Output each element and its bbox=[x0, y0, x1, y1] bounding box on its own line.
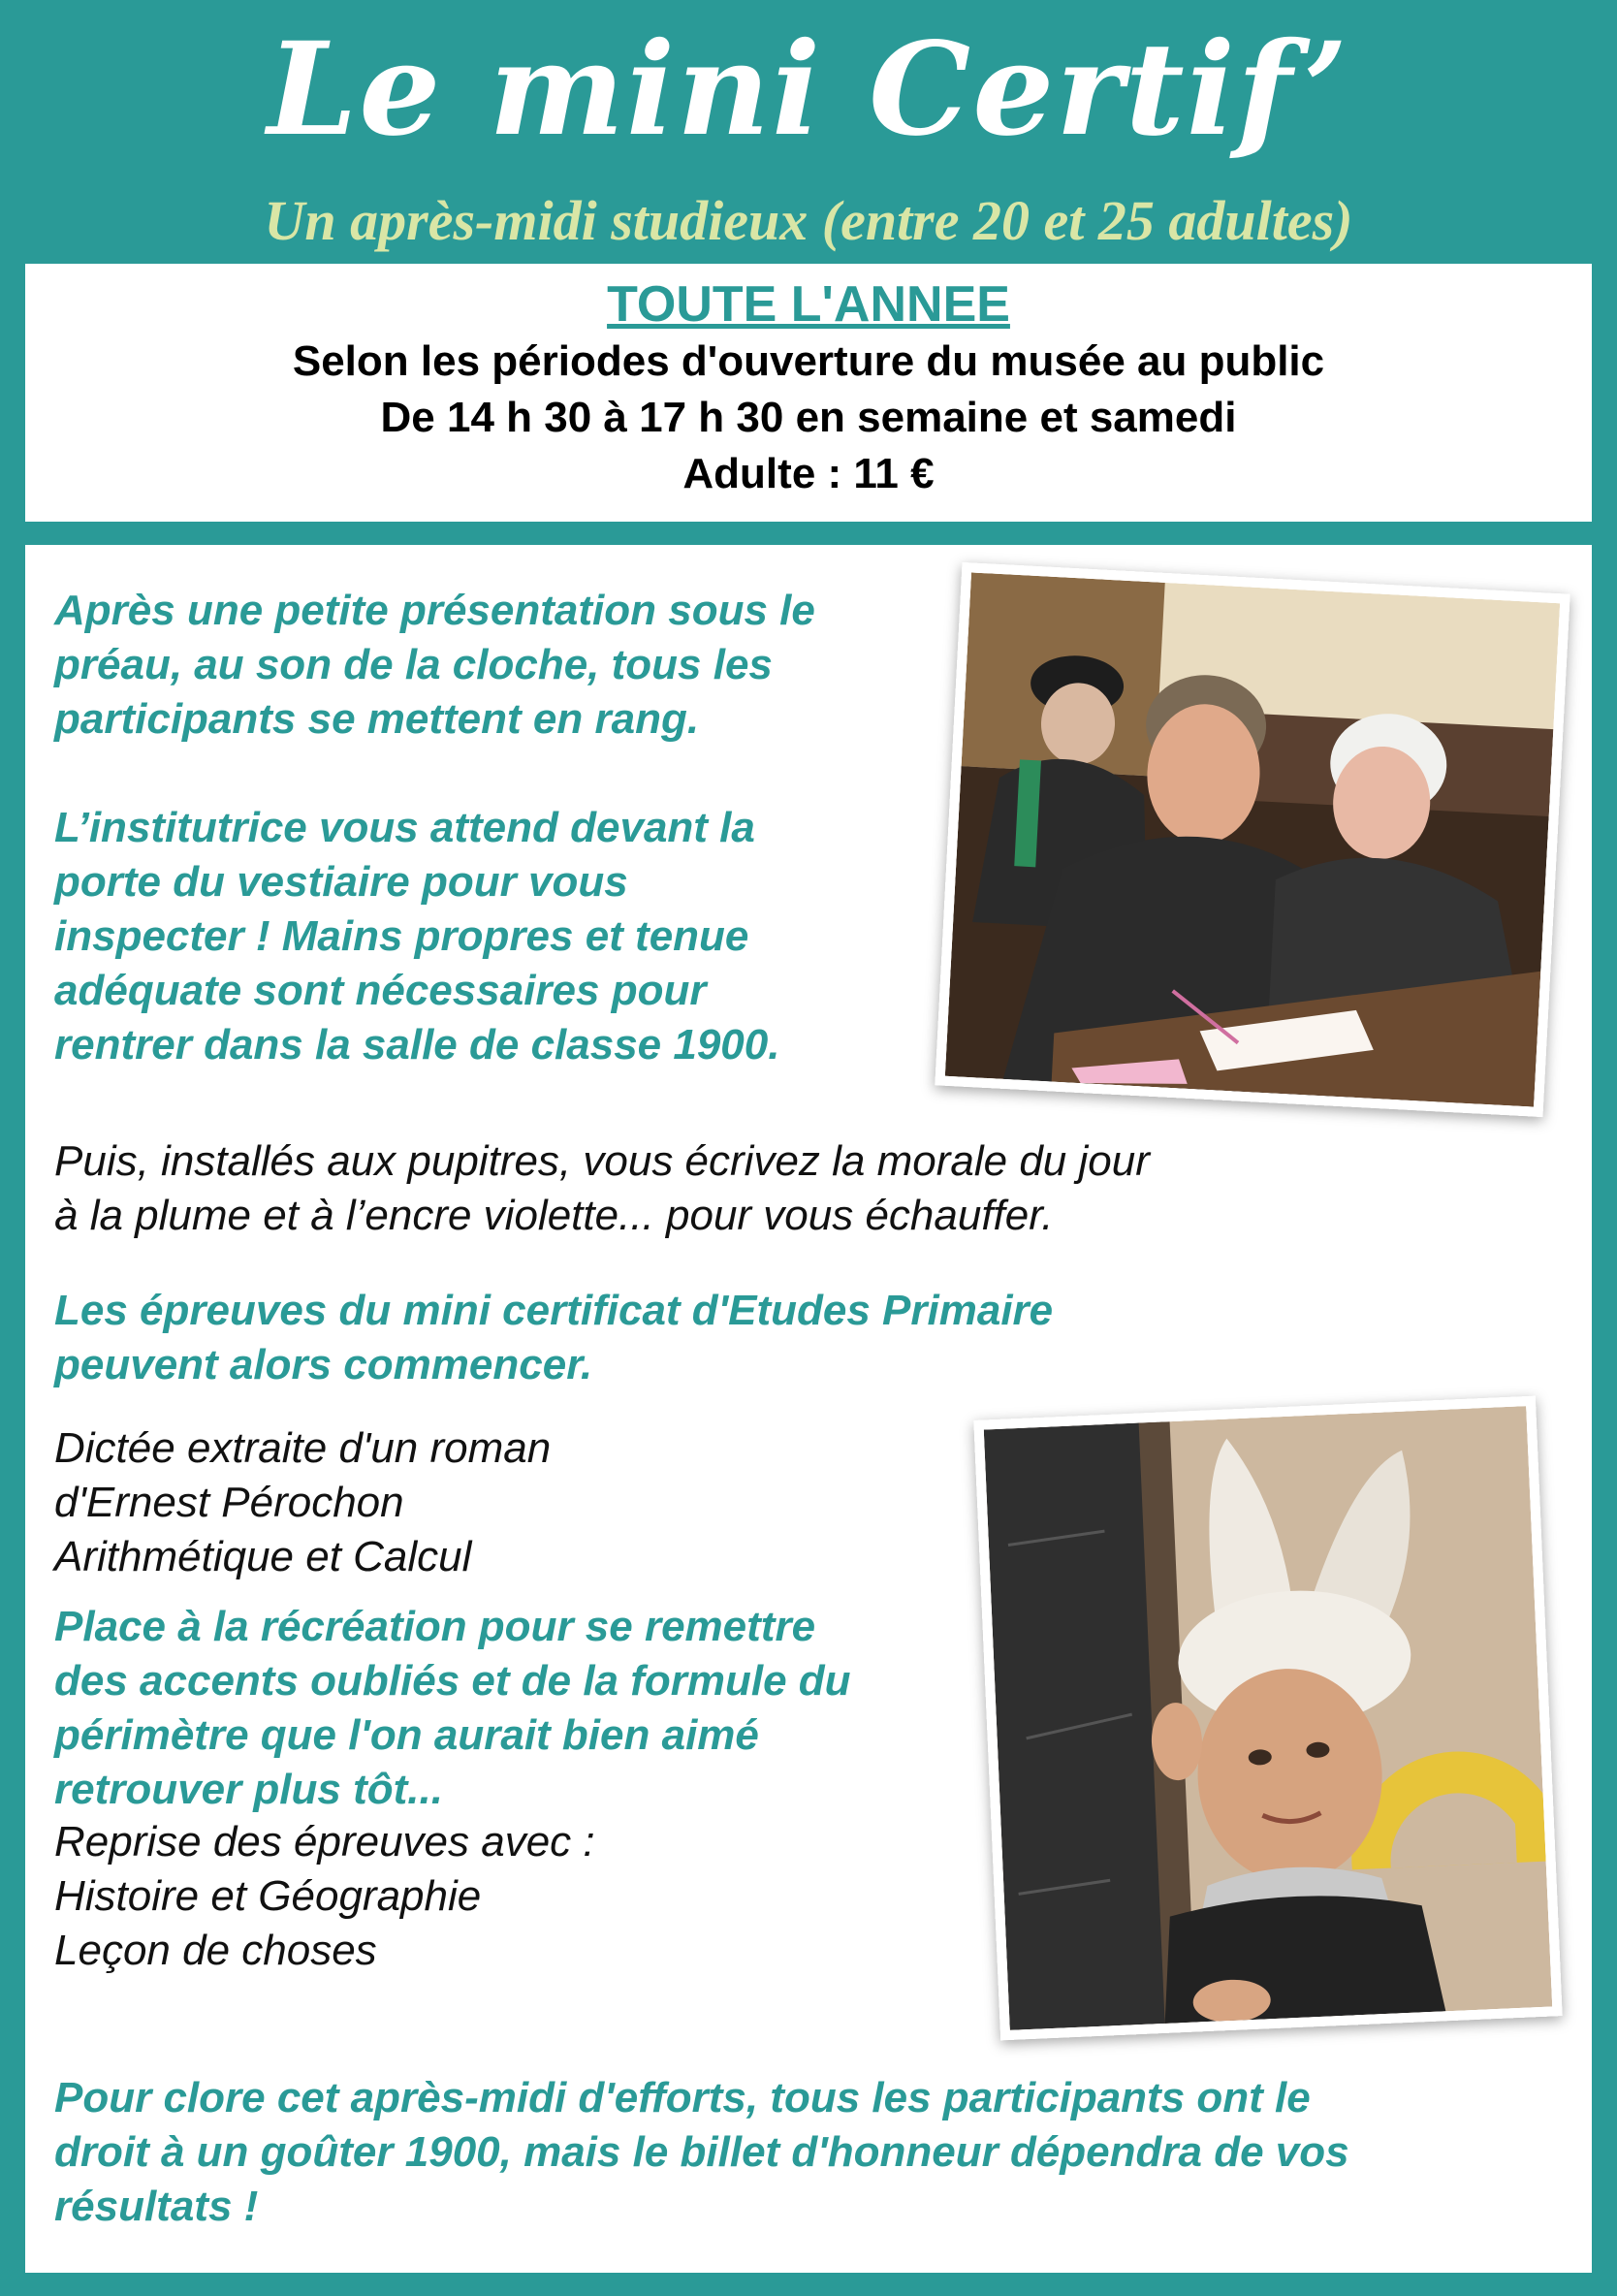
list-first-exams: Dictée extraite d'un roman d'Ernest Pérochon Arithmétique et Calcul bbox=[54, 1424, 552, 1580]
paragraph-exams-start: Les épreuves du mini certificat d'Etudes Primaire peuvent alors commencer. bbox=[54, 1287, 1054, 1388]
schedule-heading: TOUTE L'ANNEE bbox=[607, 276, 1010, 333]
paragraph-conclusion: Pour clore cet après-midi d'efforts, tous les participants ont le droit à un goûter 1900, mais le billet d'honneur dépendra de vos résultats ! bbox=[54, 2074, 1349, 2230]
schedule-opening-periods: Selon les périodes d'ouverture du musée au public bbox=[292, 337, 1325, 385]
description-box bbox=[25, 545, 1592, 2273]
child-bonnet-photo bbox=[973, 1396, 1562, 2041]
paragraph-inspection: L’institutrice vous attend devant la porte du vestiaire pour vous inspecter ! Mains propres et tenue adéquate sont nécessaires pour rentrer dans la salle de classe 1900. bbox=[54, 804, 780, 1068]
paragraph-presentation: Après une petite présentation sous le préau, au son de la cloche, tous les participants se mettent en rang. bbox=[54, 587, 815, 743]
paragraph-writing: Puis, installés aux pupitres, vous écrivez la morale du jour à la plume et à l’encre violette... pour vous échauffer. bbox=[54, 1137, 1150, 1239]
schedule-hours: De 14 h 30 à 17 h 30 en semaine et samedi bbox=[380, 394, 1237, 441]
schedule-price: Adulte : 11 € bbox=[682, 450, 935, 497]
page-subtitle: Un après-midi studieux (entre 20 et 25 adultes) bbox=[264, 189, 1353, 252]
paragraph-recreation: Place à la récréation pour se remettre des accents oubliés et de la formule du périmètre que l'on aurait bien aimé retrouver plus tôt... bbox=[54, 1603, 851, 1813]
list-second-exams: Reprise des épreuves avec : Histoire et Géographie Leçon de choses bbox=[54, 1818, 595, 1974]
classroom-adults-photo bbox=[935, 562, 1569, 1117]
schedule-info-box bbox=[25, 264, 1592, 522]
page-title: Le mini Certif’ bbox=[267, 15, 1350, 165]
